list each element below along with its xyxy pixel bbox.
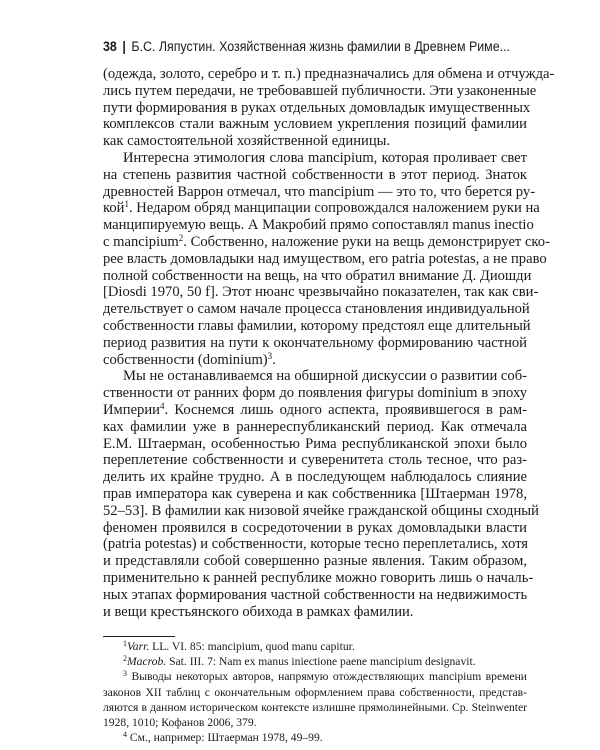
footnote-number: 2: [123, 654, 127, 664]
footnote-divider: [103, 636, 175, 637]
source-abbrev: Macrob.: [127, 655, 167, 669]
text-line: феномен проявился в сосредоточении в руках домовладыки власти: [103, 519, 527, 536]
text-line: на степень развития частной собственности в этот период. Знаток: [103, 166, 527, 183]
text-line: собственности (dominium)$^3$.: [103, 350, 276, 368]
text-line: и вещи крестьянского обихода в рамках фамилии.: [103, 603, 414, 620]
text-line: прав императора как суверена и как собственника [Штаерман 1978,: [103, 485, 527, 502]
footnote-line: [103, 669, 527, 684]
text-line: с mancipium$^2$. Собственно, наложение руки на вещь демонстрирует ско-: [103, 232, 550, 250]
text-line: ных этапах формирования частной собственности на недвижимость: [103, 586, 528, 603]
text-line: детельствует о самом начале процесса становления индивидуальной: [103, 301, 530, 318]
footnote-text: 1928, 1010; Кофанов 2006, 379.: [103, 715, 257, 729]
footnote-ref: 2: [178, 232, 184, 243]
footnote-number: 1: [123, 639, 127, 648]
footnote-text: LL. VI. 85: mancipium, quod manu capitur.: [149, 640, 355, 653]
footnote-ref: 1: [124, 199, 129, 210]
text-line: Империи$^4$. Коснемся лишь одного аспекта, проявившегося в рам-: [103, 400, 527, 418]
footnote-line: [103, 639, 527, 654]
text-line: и представляли собой совершенно разные явления. Таким образом,: [103, 553, 527, 570]
text-line: полной собственности на вещь, на что обратил внимание Д. Диошди: [103, 267, 532, 284]
text-line: комплексов стали важным условием укрепления позиций фамилии: [103, 116, 527, 133]
text-line: делить их крайне трудно. А в последующем наблюдалось слияние: [103, 469, 527, 486]
text-line: манципируемую вещь. А Макробий прямо сопоставлял manus inectio: [103, 217, 534, 234]
footnote-line: [103, 685, 527, 700]
text-line: древностей Варрон отмечал, что mancipium — это то, что берется ру-: [103, 183, 536, 200]
main-text: [103, 66, 555, 620]
text-line: период развития на пути к окончательному формированию частной: [103, 334, 527, 351]
text-line: собственности главы фамилии, которому предстоял еще длительный: [103, 317, 531, 334]
header-separator: |: [122, 39, 126, 54]
footnote-text: законов XII таблиц с окончательным оформлением права собственности, представ-: [103, 685, 527, 699]
footnote-line: [103, 715, 527, 730]
footnote-line: [103, 730, 527, 745]
footnote-text: Выводы некоторых авторов, напрямую отождествляющих mancipium времени: [127, 670, 527, 684]
footnotes: [103, 639, 527, 745]
text-line: Е.М. Штаерман, особенностью Рима республиканской эпохи было: [103, 435, 527, 452]
text-line: как самостоятельной хозяйственной единицы.: [103, 133, 391, 150]
text-line: (patria potestas) и собственности, которые тесно переплетались, хотя: [103, 536, 528, 553]
footnote-text: См., например: Штаерман 1978, 49–99.: [127, 731, 323, 745]
running-title: Б.С. Ляпустин. Хозяйственная жизнь фамилии в Древнем Риме...: [131, 39, 510, 54]
text-line: 52–53]. В фамилии как низовой ячейке гражданской общины сходный: [103, 502, 539, 519]
text-line: [Diosdi 1970, 50 f]. Этот нюанс чрезвычайно показателен, так как сви-: [103, 284, 539, 301]
footnote-line: [103, 654, 527, 669]
text-line: Мы не останавливаемся на обширной дискуссии о развитии соб-: [123, 368, 527, 385]
footnote-number: 3: [123, 669, 127, 679]
text-line: ках фамилии уже в раннереспубликанский период. Как отмечала: [103, 418, 527, 435]
text-line: ственности от ранних форм до появления фигуры dominium в эпоху: [103, 385, 527, 402]
footnote-number: 4: [123, 730, 127, 740]
footnote-ref: 4: [159, 400, 165, 411]
page-number: 38: [103, 39, 117, 54]
text-line: лись путем передачи, не требовавшей публичности. Эти узаконенные: [103, 82, 537, 99]
text-line: применительно к ранней республике можно говорить лишь о началь-: [103, 569, 534, 586]
text-line: Интересна этимология слова mancipium, которая проливает свет: [123, 149, 527, 166]
footnote-text: Sat. III. 7: Nam ex manus iniectione paene mancipium designavit.: [166, 655, 476, 669]
footnote-text: ляются в данном историческом контексте излишне прямолинейными. Ср. Steinwenter: [103, 700, 527, 714]
text-line: (одежда, золото, серебро и т. п.) предназначались для обмена и отчужда-: [103, 66, 555, 82]
text-line: пути формирования в руках отдельных домовладык имущественных: [103, 99, 531, 116]
text-line: рее власть домовладыки над имуществом, его patria potestas, а не право: [103, 250, 547, 267]
source-abbrev: Varr.: [127, 640, 150, 653]
running-header: [103, 39, 510, 54]
footnote-line: [103, 700, 527, 715]
text-line: кой$^1$. Недаром обряд манципации сопровождался наложением руки на: [103, 199, 540, 217]
text-line: переплетение собственности и суверенитета столь тесное, что раз-: [103, 452, 527, 469]
footnote-ref: 3: [267, 350, 273, 361]
